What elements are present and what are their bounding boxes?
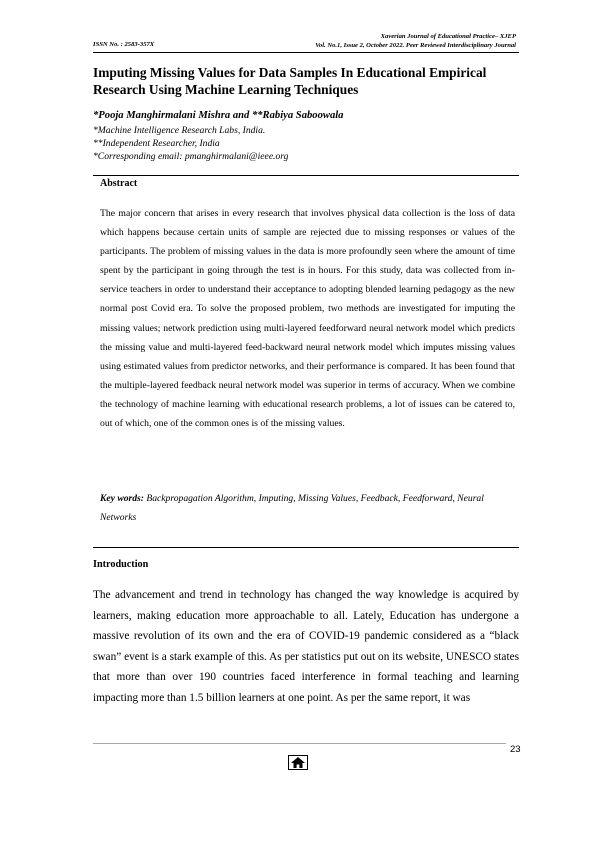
paper-title: Imputing Missing Values for Data Samples In Educational Empirical Research Using Machine Learning Techniques	[93, 65, 487, 97]
keywords-list: Backpropagation Algorithm, Imputing, Missing Values, Feedback, Feedforward, Neural Networks	[100, 493, 484, 523]
volume-info: Vol. No.1, Issue 2, October 2022. Peer Reviewed Interdisciplinary Journal	[315, 42, 516, 49]
journal-header	[315, 32, 516, 50]
affiliation-2: **Independent Researcher, India	[93, 138, 220, 149]
paper-authors: *Pooja Manghirmalani Mishra and **Rabiya Saboowala	[93, 110, 344, 121]
abstract-heading: Abstract	[100, 178, 138, 189]
corresponding-email: *Corresponding email: pmanghirmalani@ieee.org	[93, 151, 289, 162]
abstract-body: The major concern that arises in every research that involves physical data collection is the loss of data which happens because certain units of sample are rejected due to missing responses or values of the participants. The problem of missing values in the data is more profoundly seen where the amount of time spent by the participant in going through the test is in hours. For this study, data was collected from in-service teachers in order to understand their acceptance to adopting blended learning pedagogy as the new normal post Covid era. To solve the proposed problem, two methods are investigated for imputing the missing values; network prediction using multi-layered feedforward neural network model which predicts the missing value and multi-layered feed-backward neural network model which imputes missing values using estimated values from predictor networks, and their performance is compared. It has been found that the multiple-layered feedback neural network model was superior in terms of accuracy. When we combine the technology of machine learning with educational research problems, a lot of issues can be catered to, out of which, one of the common ones is of the missing values.	[100, 208, 515, 430]
home-icon[interactable]	[288, 755, 308, 770]
journal-name: Xaverian Journal of Educational Practice– XJEP	[380, 33, 516, 40]
abstract-top-divider	[93, 175, 519, 176]
introduction-heading: Introduction	[93, 559, 149, 570]
footer-divider	[93, 743, 506, 744]
home-icon-glyph	[288, 755, 308, 770]
header-divider	[93, 52, 519, 53]
abstract-bottom-divider	[93, 547, 519, 548]
keywords-label: Key words:	[100, 493, 144, 504]
issn-number: ISSN No. : 2583-357X	[93, 41, 155, 48]
introduction-body: The advancement and trend in technology has changed the way knowledge is acquired by learners, making education more approachable to all. Lately, Education has undergone a massive revolution of its own and the era of COVID-19 pandemic considered as a “black swan” event is a stark example of this. As per statistics put out on its website, UNESCO states that more than over 190 countries faced interference in formal teaching and learning impacting more than 1.5 billion learners at one point. As per the same report, it was	[93, 589, 519, 704]
affiliation-1: *Machine Intelligence Research Labs, India.	[93, 125, 266, 136]
keywords	[100, 489, 520, 527]
page-number: 23	[510, 744, 521, 755]
